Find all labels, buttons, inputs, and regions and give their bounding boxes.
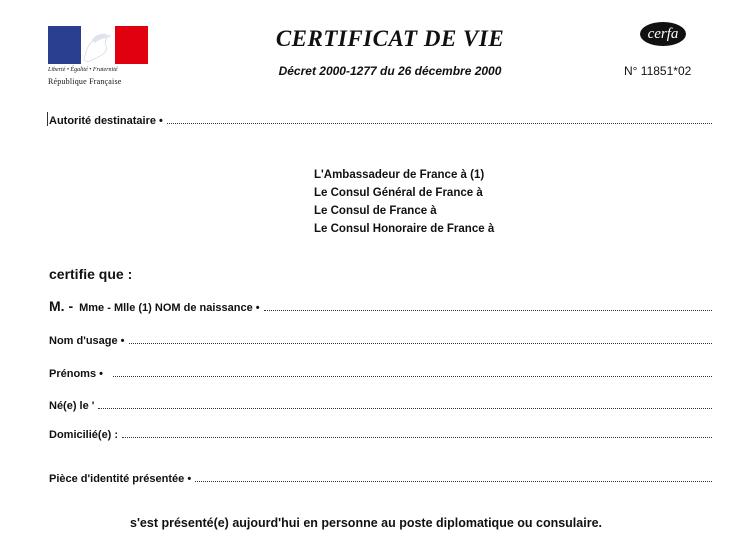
certifie-heading: certifie que : [49, 266, 133, 282]
footer-statement: s'est présenté(e) aujourd'hui en personne au poste diplomatique ou consulaire. [130, 516, 602, 530]
form-number: N° 11851*02 [624, 64, 692, 78]
decree-reference: Décret 2000-1277 du 26 décembre 2000 [278, 64, 502, 78]
ne-le-label: Né(e) le ' [49, 400, 95, 412]
authority-option: Le Consul Honoraire de France à [314, 223, 495, 235]
civility-prefix: M. - [49, 298, 74, 314]
nom-usage-row[interactable] [49, 334, 712, 347]
authority-option: L'Ambassadeur de France à (1) [314, 169, 485, 181]
domicile-row[interactable] [49, 428, 712, 441]
motto: Liberté • Égalité • Fraternité [48, 67, 118, 73]
prenoms-row[interactable] [49, 367, 712, 380]
nom-usage-field[interactable] [129, 334, 712, 344]
authority-option: Le Consul Général de France à [314, 187, 483, 199]
ne-le-row[interactable] [49, 399, 712, 412]
prenoms-field[interactable] [113, 367, 712, 377]
authority-option: Le Consul de France à [314, 205, 437, 217]
authority-label: Autorité destinataire • [49, 115, 163, 127]
nom-naissance-field[interactable] [264, 301, 712, 311]
nom-usage-label: Nom d'usage • [49, 335, 125, 347]
piece-identite-field[interactable] [195, 472, 712, 482]
piece-identite-label: Pièce d'identité présentée • [49, 473, 192, 485]
authority-options [314, 166, 494, 238]
marianne-flag-icon [48, 26, 148, 64]
republique-francaise-logo [48, 26, 148, 90]
cerfa-logo: cerfa [640, 22, 686, 46]
text-cursor [47, 112, 48, 126]
authority-row[interactable] [49, 114, 712, 127]
authority-field[interactable] [167, 114, 712, 124]
domicile-field[interactable] [122, 428, 712, 438]
document-title: CERTIFICAT DE VIE [275, 26, 505, 51]
ne-le-field[interactable] [98, 399, 712, 409]
domicile-label: Domicilié(e) : [49, 429, 119, 441]
prenoms-label: Prénoms • [49, 368, 103, 380]
piece-identite-row[interactable] [49, 472, 712, 485]
nom-naissance-row[interactable] [49, 298, 712, 314]
republique-label: République Française [48, 77, 122, 86]
nom-naissance-label: Mme - Mlle (1) NOM de naissance • [79, 302, 260, 314]
